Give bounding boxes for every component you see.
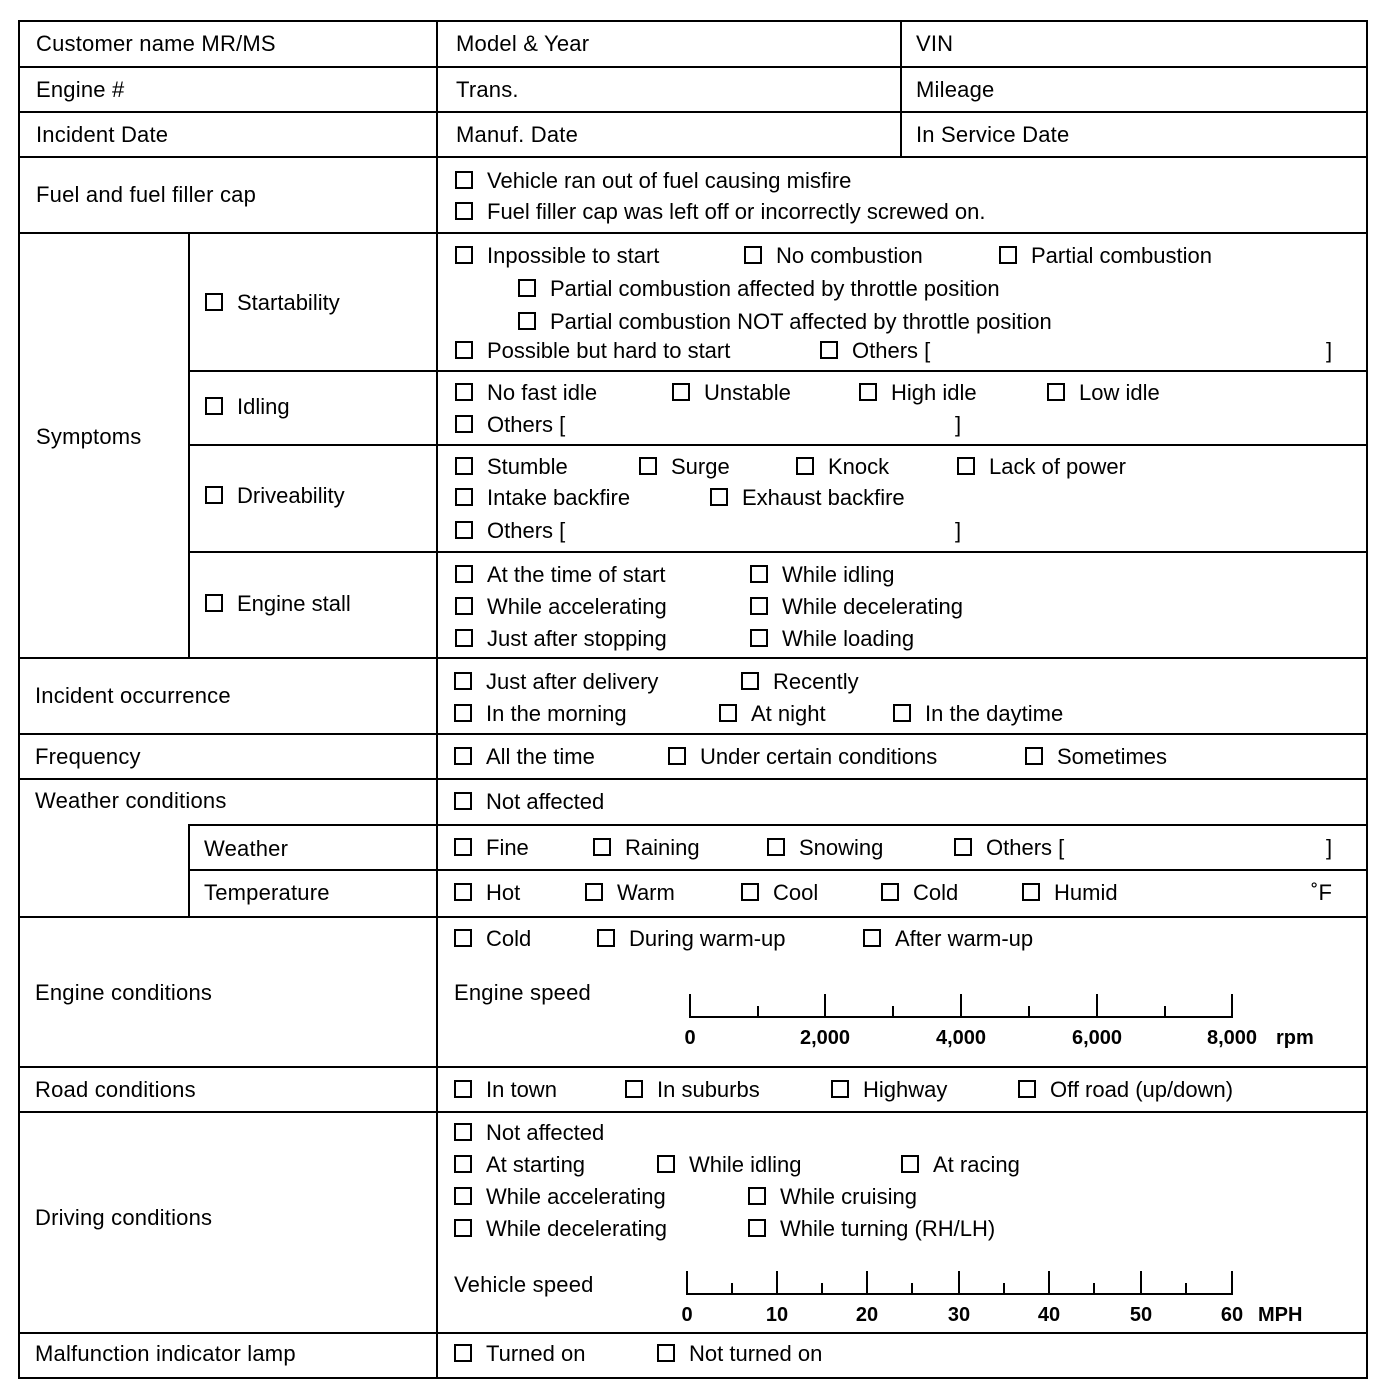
driving-conditions-label: Driving conditions: [35, 1205, 213, 1230]
option-label: Cold: [486, 926, 532, 951]
scale-tick-label: 8,000: [1206, 1027, 1258, 1049]
option-label: At starting: [486, 1152, 586, 1177]
checkbox[interactable]: [205, 293, 223, 311]
others-close-bracket: ]: [1326, 338, 1333, 363]
option-label: Not affected: [486, 1120, 605, 1145]
checkbox[interactable]: [710, 488, 728, 506]
option-label: Engine stall: [237, 591, 351, 616]
row-border: [18, 733, 1366, 735]
scale-unit: rpm: [1276, 1027, 1314, 1049]
model-year-label: Model & Year: [456, 31, 590, 56]
weather-conditions-label: Weather conditions: [35, 788, 227, 813]
row-border: [188, 869, 1366, 871]
malfunction-indicator-lamp-label: Malfunction indicator lamp: [35, 1341, 296, 1366]
checkbox[interactable]: [454, 704, 472, 722]
checkbox[interactable]: [454, 672, 472, 690]
checkbox[interactable]: [625, 1080, 643, 1098]
checkbox[interactable]: [657, 1155, 675, 1173]
option-label: Off road (up/down): [1050, 1077, 1234, 1102]
checkbox[interactable]: [455, 171, 473, 189]
incident-date-label: Incident Date: [36, 122, 169, 147]
frame-right: [1366, 20, 1368, 1379]
others-close-bracket: ]: [955, 518, 962, 543]
option-label: At night: [751, 701, 826, 726]
checkbox[interactable]: [881, 883, 899, 901]
symptoms-section-label: Symptoms: [36, 424, 142, 449]
checkbox[interactable]: [455, 202, 473, 220]
option-label: In town: [486, 1077, 557, 1102]
major-tick: [1096, 994, 1098, 1018]
temperature-label: Temperature: [204, 880, 330, 905]
row-border: [18, 916, 1366, 918]
column-border: [900, 20, 902, 156]
in-service-date-label: In Service Date: [916, 122, 1070, 147]
row-border: [18, 232, 1366, 234]
checkbox[interactable]: [455, 629, 473, 647]
option-label: Recently: [773, 669, 859, 694]
option-label: Possible but hard to start: [487, 338, 731, 363]
option-label: Lack of power: [989, 454, 1126, 479]
engine-number-label: Engine #: [36, 77, 125, 102]
checkbox[interactable]: [518, 312, 536, 330]
checkbox[interactable]: [454, 1219, 472, 1237]
row-border: [18, 1111, 1366, 1113]
checkbox[interactable]: [455, 383, 473, 401]
option-label: Others [: [487, 518, 566, 543]
checkbox[interactable]: [1025, 747, 1043, 765]
option-label: While cruising: [780, 1184, 917, 1209]
checkbox[interactable]: [672, 383, 690, 401]
row-border: [436, 824, 1366, 826]
scale-tick-label: 2,000: [799, 1027, 851, 1049]
checkbox[interactable]: [454, 1187, 472, 1205]
manuf-date-label: Manuf. Date: [456, 122, 579, 147]
option-label: Sometimes: [1057, 744, 1168, 769]
checkbox[interactable]: [748, 1219, 766, 1237]
checkbox[interactable]: [518, 279, 536, 297]
option-label: While idling: [782, 562, 895, 587]
row-border: [18, 1377, 1366, 1379]
option-label: Under certain conditions: [700, 744, 938, 769]
major-tick: [1231, 1271, 1233, 1295]
option-label: No combustion: [776, 243, 923, 268]
checkbox[interactable]: [455, 488, 473, 506]
road-conditions-label: Road conditions: [35, 1077, 196, 1102]
row-border: [188, 551, 1366, 553]
option-label: Partial combustion: [1031, 243, 1212, 268]
checkbox[interactable]: [668, 747, 686, 765]
checkbox[interactable]: [796, 457, 814, 475]
checkbox[interactable]: [455, 246, 473, 264]
option-label: Stumble: [487, 454, 568, 479]
minor-tick: [911, 1283, 913, 1295]
row-border: [18, 20, 1366, 22]
trans-label: Trans.: [456, 77, 519, 102]
option-label: Exhaust backfire: [742, 485, 905, 510]
option-label: All the time: [486, 744, 595, 769]
option-label: Partial combustion affected by throttle position: [550, 276, 1000, 301]
option-label: Idling: [237, 394, 290, 419]
option-label: Low idle: [1079, 380, 1160, 405]
minor-tick: [731, 1283, 733, 1295]
checkbox[interactable]: [901, 1155, 919, 1173]
row-border: [18, 156, 1366, 158]
column-border: [436, 20, 438, 1379]
checkbox[interactable]: [454, 747, 472, 765]
option-label: Partial combustion NOT affected by throttle position: [550, 309, 1052, 334]
option-label: After warm-up: [895, 926, 1034, 951]
option-label: While accelerating: [487, 594, 667, 619]
minor-tick: [1164, 1006, 1166, 1018]
scale-unit: MPH: [1258, 1304, 1303, 1326]
checkbox[interactable]: [455, 521, 473, 539]
minor-tick: [821, 1283, 823, 1295]
row-border: [18, 1066, 1366, 1068]
minor-tick: [1003, 1283, 1005, 1295]
checkbox[interactable]: [750, 629, 768, 647]
checkbox[interactable]: [744, 246, 762, 264]
scale-tick-label: 40: [1037, 1304, 1061, 1326]
minor-tick: [1185, 1283, 1187, 1295]
scale-tick-label: 30: [947, 1304, 971, 1326]
option-label: Highway: [863, 1077, 948, 1102]
checkbox[interactable]: [863, 929, 881, 947]
option-label: During warm-up: [629, 926, 786, 951]
option-label: High idle: [891, 380, 977, 405]
option-label: In suburbs: [657, 1077, 760, 1102]
option-label: Driveability: [237, 483, 345, 508]
option-label: Unstable: [704, 380, 791, 405]
incident-occurrence-label: Incident occurrence: [35, 683, 231, 708]
row-border: [18, 1332, 1366, 1334]
checkbox[interactable]: [957, 457, 975, 475]
checkbox[interactable]: [999, 246, 1017, 264]
checkbox[interactable]: [741, 672, 759, 690]
row-border: [18, 657, 1366, 659]
checkbox[interactable]: [205, 397, 223, 415]
option-label: Fine: [486, 835, 529, 860]
checkbox[interactable]: [1018, 1080, 1036, 1098]
option-label: Inpossible to start: [487, 243, 660, 268]
option-label: While accelerating: [486, 1184, 666, 1209]
frequency-label: Frequency: [35, 744, 141, 769]
option-label: Others [: [986, 835, 1065, 860]
option-label: Snowing: [799, 835, 884, 860]
checkbox[interactable]: [1022, 883, 1040, 901]
checkbox[interactable]: [750, 565, 768, 583]
scale-tick-label: 6,000: [1071, 1027, 1123, 1049]
option-label: While idling: [689, 1152, 802, 1177]
checkbox[interactable]: [719, 704, 737, 722]
option-label: Vehicle ran out of fuel causing misfire: [487, 168, 852, 193]
checkbox[interactable]: [455, 341, 473, 359]
checkbox[interactable]: [455, 565, 473, 583]
major-tick: [776, 1271, 778, 1295]
row-border: [188, 444, 1366, 446]
checkbox[interactable]: [748, 1187, 766, 1205]
temperature-unit: ˚F: [1311, 880, 1333, 905]
checkbox[interactable]: [893, 704, 911, 722]
major-tick: [958, 1271, 960, 1295]
checkbox[interactable]: [1047, 383, 1065, 401]
checkbox[interactable]: [454, 1155, 472, 1173]
scale-tick-label: 0: [681, 1304, 693, 1326]
major-tick: [1140, 1271, 1142, 1295]
customer-name-label: Customer name MR/MS: [36, 31, 276, 56]
checkbox[interactable]: [205, 594, 223, 612]
major-tick: [866, 1271, 868, 1295]
scale-tick-label: 10: [765, 1304, 789, 1326]
major-tick: [1048, 1271, 1050, 1295]
column-border: [188, 232, 190, 657]
others-close-bracket: ]: [1326, 835, 1333, 860]
major-tick: [686, 1271, 688, 1295]
row-border: [18, 66, 1366, 68]
option-label: While decelerating: [486, 1216, 667, 1241]
option-label: In the daytime: [925, 701, 1064, 726]
weather-label: Weather: [204, 836, 289, 861]
scale-tick-label: 4,000: [935, 1027, 987, 1049]
option-label: Others [: [487, 412, 566, 437]
checkbox[interactable]: [593, 838, 611, 856]
checkbox[interactable]: [454, 1080, 472, 1098]
checkbox[interactable]: [454, 1123, 472, 1141]
fuel-section-label: Fuel and fuel filler cap: [36, 182, 257, 207]
row-border: [18, 111, 1366, 113]
mileage-label: Mileage: [916, 77, 995, 102]
option-label: Just after delivery: [486, 669, 659, 694]
option-label: Knock: [828, 454, 890, 479]
minor-tick: [757, 1006, 759, 1018]
option-label: Fuel filler cap was left off or incorrectly screwed on.: [487, 199, 986, 224]
checkbox[interactable]: [597, 929, 615, 947]
vehicle-speed-label: Vehicle speed: [454, 1272, 594, 1297]
checkbox[interactable]: [639, 457, 657, 475]
option-label: Hot: [486, 880, 521, 905]
option-label: Raining: [625, 835, 700, 860]
option-label: Others [: [852, 338, 931, 363]
minor-tick: [892, 1006, 894, 1018]
major-tick: [824, 994, 826, 1018]
checkbox[interactable]: [454, 792, 472, 810]
engine-conditions-label: Engine conditions: [35, 980, 213, 1005]
option-label: While loading: [782, 626, 915, 651]
checkbox[interactable]: [767, 838, 785, 856]
checkbox[interactable]: [454, 1344, 472, 1362]
checkbox[interactable]: [741, 883, 759, 901]
minor-tick: [1028, 1006, 1030, 1018]
option-label: In the morning: [486, 701, 627, 726]
option-label: Turned on: [486, 1341, 586, 1366]
major-tick: [1231, 994, 1233, 1018]
option-label: Cool: [773, 880, 819, 905]
checkbox[interactable]: [954, 838, 972, 856]
others-close-bracket: ]: [955, 412, 962, 437]
frame-left: [18, 20, 20, 1379]
option-label: At the time of start: [487, 562, 666, 587]
row-border: [18, 778, 1366, 780]
scale-tick-label: 50: [1129, 1304, 1153, 1326]
option-label: Warm: [617, 880, 675, 905]
column-border: [188, 824, 190, 916]
option-label: Just after stopping: [487, 626, 667, 651]
checkbox[interactable]: [657, 1344, 675, 1362]
checkbox[interactable]: [205, 486, 223, 504]
scale-tick-label: 20: [855, 1304, 879, 1326]
option-label: Surge: [671, 454, 730, 479]
scale-tick-label: 60: [1220, 1304, 1244, 1326]
checkbox[interactable]: [585, 883, 603, 901]
option-label: Humid: [1054, 880, 1118, 905]
checkbox[interactable]: [454, 883, 472, 901]
minor-tick: [1093, 1283, 1095, 1295]
option-label: While decelerating: [782, 594, 963, 619]
checkbox[interactable]: [455, 457, 473, 475]
checkbox[interactable]: [454, 838, 472, 856]
option-label: At racing: [933, 1152, 1020, 1177]
option-label: While turning (RH/LH): [780, 1216, 996, 1241]
checkbox[interactable]: [454, 929, 472, 947]
scale-tick-label: 0: [684, 1027, 696, 1049]
engine-speed-label: Engine speed: [454, 980, 591, 1005]
checkbox[interactable]: [859, 383, 877, 401]
vin-label: VIN: [916, 31, 954, 56]
option-label: Not affected: [486, 789, 605, 814]
checkbox[interactable]: [455, 415, 473, 433]
option-label: No fast idle: [487, 380, 598, 405]
option-label: Not turned on: [689, 1341, 823, 1366]
major-tick: [689, 994, 691, 1018]
option-label: Intake backfire: [487, 485, 631, 510]
checkbox[interactable]: [750, 597, 768, 615]
row-border: [188, 370, 1366, 372]
checkbox[interactable]: [820, 341, 838, 359]
major-tick: [960, 994, 962, 1018]
option-label: Startability: [237, 290, 340, 315]
option-label: Cold: [913, 880, 959, 905]
checkbox[interactable]: [455, 597, 473, 615]
checkbox[interactable]: [831, 1080, 849, 1098]
